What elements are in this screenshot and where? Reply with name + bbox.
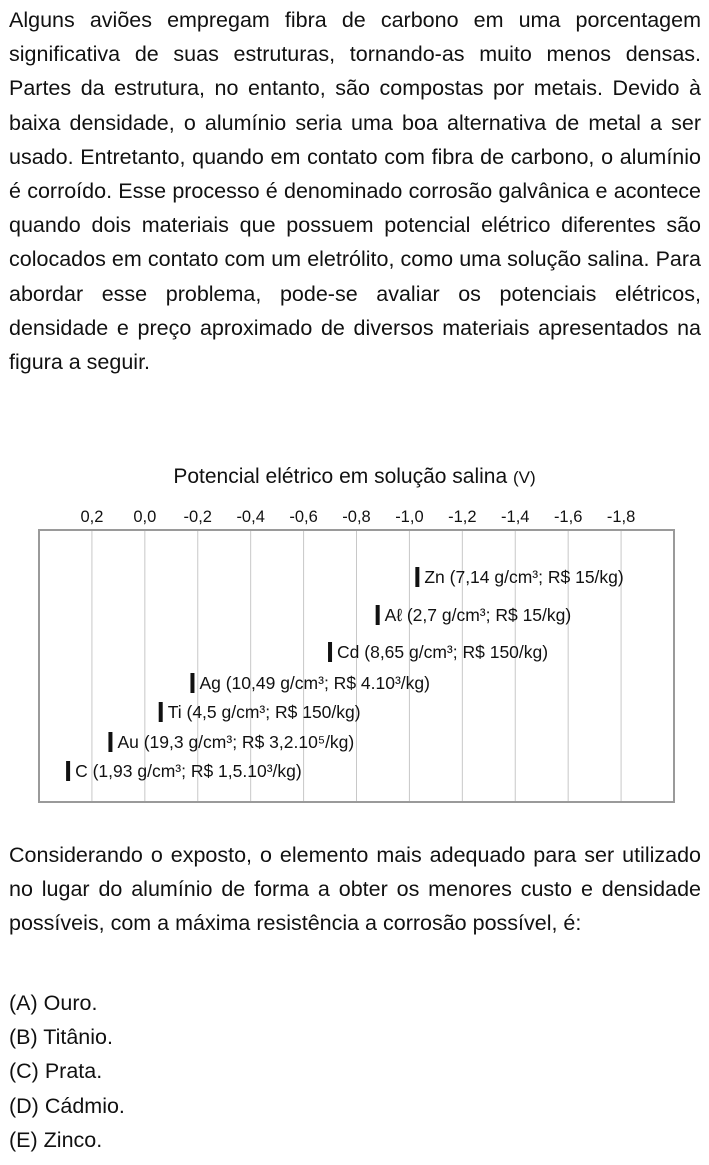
tick-label: -1,4: [501, 508, 530, 526]
tick-label: 0,2: [80, 508, 104, 526]
option-b[interactable]: [9, 1020, 125, 1054]
marker-zn: [415, 567, 419, 587]
marker-ti: [159, 702, 163, 722]
tick-label: -1,2: [448, 508, 477, 526]
tick-label: -1,8: [606, 508, 636, 526]
marker-al: [376, 605, 380, 625]
chart-title: [0, 465, 709, 489]
data-label-cd: Cd (8,65 g/cm³; R$ 150/kg): [337, 642, 549, 662]
option-letter: (A): [9, 991, 38, 1015]
option-letter: (D): [9, 1093, 39, 1118]
marker-ag: [190, 673, 194, 693]
option-a[interactable]: [9, 986, 125, 1020]
marker-cd: [328, 642, 332, 662]
intro-paragraph: Alguns aviões empregam fibra de carbono em uma porcentagem significativa de suas estruturas, tornando-as muito menos densas. Partes da estrutura, no entanto, são compostas por metais. Devido à baixa densidade, o alumínio seria uma boa alternativa de metal a ser usado. Entretanto, quando em contato com fibra de carbono, o alumínio é corroído. Esse processo é denominado corrosão galvânica e acontece quando dois materiais que possuem potencial elétrico diferentes são colocados em contato com um eletrólito, como uma solução salina. Para abordar esse problema, pode-se avaliar os potenciais elétricos, densidade e preço aproximado de diversos materiais apresentados na figura a seguir.: [9, 8, 701, 375]
data-label-ag: Ag (10,49 g/cm³; R$ 4.10³/kg): [199, 673, 430, 693]
tick-label: -0,2: [183, 508, 212, 526]
option-text: Ouro.: [43, 991, 98, 1015]
option-text: Cádmio.: [44, 1093, 125, 1118]
tick-label: -1,6: [553, 508, 583, 526]
tick-label: 0,0: [133, 508, 157, 526]
data-label-al: Aℓ (2,7 g/cm³; R$ 15/kg): [384, 605, 572, 625]
chart-unit: (V): [513, 468, 536, 487]
data-label-au: Au (19,3 g/cm³; R$ 3,2.10⁵/kg): [117, 732, 355, 752]
data-label-ti: Ti (4,5 g/cm³; R$ 150/kg): [167, 702, 361, 722]
option-text: Prata.: [44, 1059, 103, 1084]
data-label-zn: Zn (7,14 g/cm³; R$ 15/kg): [424, 567, 624, 587]
option-letter: (B): [9, 1025, 38, 1050]
answer-options: [9, 986, 125, 1157]
potential-chart: [0, 500, 709, 810]
option-letter: (E): [9, 1127, 38, 1152]
tick-label: -0,6: [289, 508, 318, 526]
tick-label: -1,0: [395, 508, 424, 526]
option-d[interactable]: [9, 1089, 125, 1123]
marker-c: [66, 761, 70, 781]
data-label-c: C (1,93 g/cm³; R$ 1,5.10³/kg): [75, 761, 302, 781]
option-letter: (C): [9, 1059, 39, 1084]
option-e[interactable]: [9, 1123, 125, 1157]
marker-au: [108, 732, 112, 752]
question-paragraph: Considerando o exposto, o elemento mais adequado para ser utilizado no lugar do alumínio de forma a obter os menores custo e densidade possíveis, com a máxima resistência a corrosão possível, é:: [9, 843, 701, 936]
option-c[interactable]: [9, 1054, 125, 1088]
tick-label: -0,4: [236, 508, 265, 526]
chart-title-text: Potencial elétrico em solução salina: [173, 465, 508, 488]
option-text: Titânio.: [43, 1025, 113, 1050]
tick-label: -0,8: [342, 508, 371, 526]
option-text: Zinco.: [43, 1127, 103, 1152]
